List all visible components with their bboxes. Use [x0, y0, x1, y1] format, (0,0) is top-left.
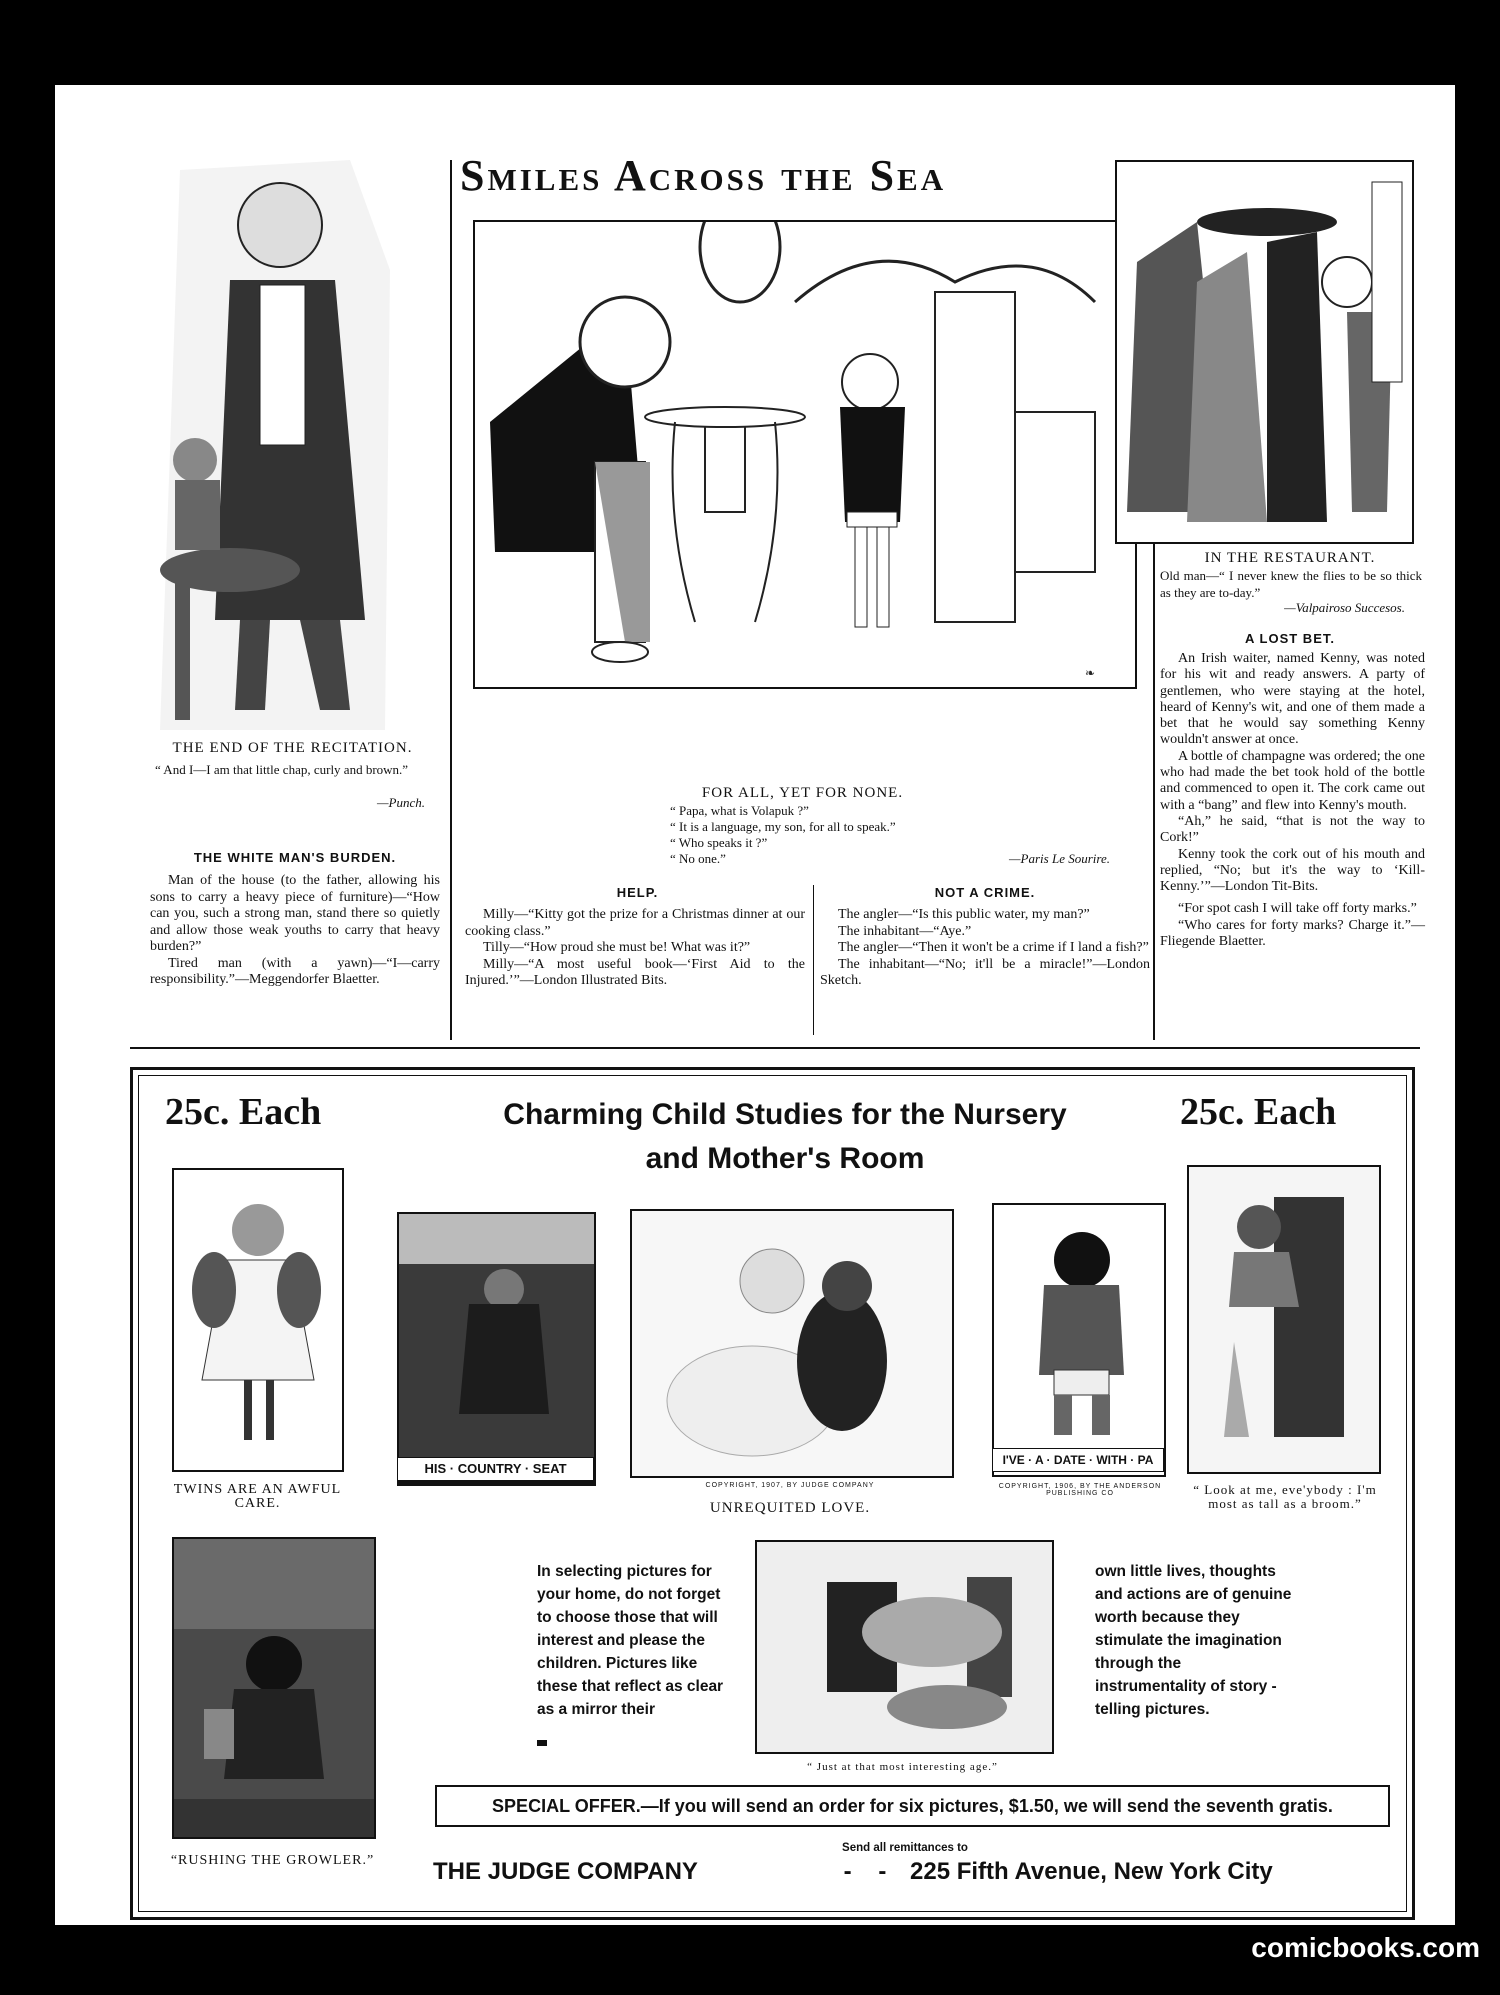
help-p3: Milly—“A most useful book—‘First Aid to the Injured.’”—London Illustrated Bits. [465, 956, 805, 988]
magazine-page [55, 85, 1455, 1925]
volapuk-cartoon [473, 220, 1137, 689]
company-name: THE JUDGE COMPANY [433, 1858, 698, 1885]
twins-caption: TWINS ARE AN AWFUL CARE. [173, 1482, 342, 1511]
lost-bet-article [1160, 651, 1425, 950]
volapuk-line-1: “ Papa, what is Volapuk ?” [670, 803, 809, 818]
lost-bet-p1: An Irish waiter, named Kenny, was noted for his wit and ready answers. A party of gentlemen, who were staying at the hotel, heard of Kenny's wit, and one of them made a bet that he would say something Kenny wouldn't answer at once. [1160, 651, 1425, 748]
white-mans-burden-article [150, 873, 440, 989]
page-title: Smiles Across the Sea [460, 151, 947, 200]
column-rule-center [813, 885, 814, 1035]
ad-body-right: own little lives, thoughts and actions are of genuine worth because they stimulate the imagination through the instrumentality of story - telling pictures. [1095, 1563, 1292, 1718]
lost-bet-p6: “Who cares for forty marks? Charge it.”—Fliegende Blaetter. [1160, 917, 1425, 950]
interesting-age-caption: “ Just at that most interesting age.” [807, 1761, 998, 1773]
svg-text:❧: ❧ [1085, 666, 1096, 680]
volapuk-caption: FOR ALL, YET FOR NONE. [701, 785, 904, 801]
white-mans-burden-p2: Tired man (with a yawn)—“I—carry responsibility.”—Meggendorfer Blaetter. [150, 955, 440, 987]
volapuk-line-4: “ No one.” [670, 851, 726, 866]
lost-bet-heading: A LOST BET. [1245, 631, 1335, 646]
white-mans-burden-heading: THE WHITE MAN'S BURDEN. [193, 850, 397, 865]
restaurant-caption: IN THE RESTAURANT. [1204, 550, 1376, 566]
country-seat-picture [397, 1212, 596, 1486]
date-with-pa-picture [992, 1203, 1166, 1477]
not-a-crime-p3: The angler—“Then it won't be a crime if I land a fish?” [838, 940, 1149, 955]
company-address: 225 Fifth Avenue, New York City [910, 1858, 1273, 1885]
help-article [465, 907, 805, 990]
ad-body-mark [537, 1740, 547, 1746]
recitation-quote: “ And I—I am that little chap, curly and brown.” [155, 762, 409, 777]
not-a-crime-heading: NOT A CRIME. [934, 885, 1036, 900]
address-dashes: - - [843, 1858, 887, 1885]
ad-headline-line-1: Charming Child Studies for the Nursery [503, 1098, 1067, 1131]
lost-bet-p4: Kenny took the cork out of his mouth and replied, “No; but it's the way to ‘Kill-Kenny.’”—London Tit-Bits. [1160, 846, 1425, 895]
help-heading: HELP. [616, 885, 659, 900]
interesting-age-picture [755, 1540, 1054, 1754]
growler-picture [172, 1537, 376, 1839]
watermark: comicbooks.com [1251, 1932, 1480, 1963]
twins-illustration [174, 1170, 342, 1470]
column-rule-left [450, 160, 452, 1040]
date-with-pa-label: I'VE · A · DATE · WITH · PA [992, 1448, 1164, 1472]
ad-body-left: In selecting pictures for your home, do not forget to choose those that will interest and please the children. Pictures like these that reflect as clear as a mirror their [537, 1563, 724, 1718]
growler-caption: “RUSHING THE GROWLER.” [170, 1853, 375, 1868]
white-mans-burden-p1: Man of the house (to the father, allowing his sons to carry a heavy piece of furniture)—“How can you, such a strong man, stand there so quietly and allow those weak youths to carry that heavy burden?” [150, 873, 440, 954]
lost-bet-p5: “For spot cash I will take off forty marks.” [1178, 901, 1417, 917]
price-right: 25c. Each [1180, 1091, 1337, 1133]
remittance-note: Send all remittances to [842, 1842, 968, 1854]
date-with-pa-illustration [994, 1205, 1164, 1475]
price-left: 25c. Each [165, 1091, 322, 1133]
help-p2: Tilly—“How proud she must be! What was it?” [483, 940, 751, 955]
broom-picture [1187, 1165, 1381, 1474]
twins-picture [172, 1168, 344, 1472]
volapuk-line-2: “ It is a language, my son, for all to speak.” [670, 819, 896, 834]
help-p1: Milly—“Kitty got the prize for a Christmas dinner at our cooking class.” [465, 907, 805, 939]
restaurant-quote: Old man—“ I never knew the flies to be so thick as they are to-day.” [1160, 568, 1422, 600]
lost-bet-p2: A bottle of champagne was ordered; the one who had made the bet took hold of the bottle and commenced to open it. The cork came out with a “bang” and flew into Kenny's mouth. [1160, 748, 1425, 813]
recitation-source: —Punch. [376, 795, 425, 810]
recitation-cartoon [150, 150, 395, 735]
not-a-crime-p1: The angler—“Is this public water, my man?” [838, 907, 1090, 922]
restaurant-cartoon [1115, 160, 1414, 544]
not-a-crime-article [820, 907, 1150, 990]
country-seat-illustration [399, 1214, 594, 1484]
volapuk-line-3: “ Who speaks it ?” [670, 835, 768, 850]
not-a-crime-p2: The inhabitant—“Aye.” [838, 923, 972, 939]
broom-illustration [1189, 1167, 1379, 1472]
recitation-illustration [150, 150, 395, 735]
unrequited-love-picture [630, 1209, 954, 1478]
restaurant-source: —Valpairoso Succesos. [1284, 600, 1405, 615]
broom-caption: “ Look at me, eve'ybody : I'm most as tall as a broom.” [1193, 1482, 1377, 1511]
unrequited-love-illustration [632, 1211, 952, 1476]
ad-separator [130, 1047, 1420, 1049]
growler-illustration [174, 1539, 374, 1837]
volapuk-source: —Paris Le Sourire. [1009, 851, 1110, 866]
ad-headline-line-2: and Mother's Room [645, 1142, 925, 1175]
special-offer-box: SPECIAL OFFER.—If you will send an order for six pictures, $1.50, we will send the seventh gratis. [435, 1785, 1390, 1827]
ad-headline [400, 1093, 1170, 1181]
volapuk-illustration [475, 222, 1135, 687]
not-a-crime-p4: The inhabitant—“No; it'll be a miracle!”—London Sketch. [820, 956, 1150, 988]
date-with-pa-copyright: COPYRIGHT, 1906, BY THE ANDERSON PUBLISHING CO [998, 1483, 1162, 1497]
unrequited-love-caption: UNREQUITED LOVE. [709, 1500, 871, 1516]
restaurant-illustration [1117, 162, 1412, 542]
country-seat-label: HIS · COUNTRY · SEAT [397, 1457, 594, 1481]
unrequited-love-copyright: COPYRIGHT, 1907, BY JUDGE COMPANY [705, 1482, 875, 1489]
lost-bet-p3: “Ah,” he said, “that is not the way to Cork!” [1160, 813, 1425, 846]
recitation-caption: THE END OF THE RECITATION. [172, 740, 413, 756]
interesting-age-illustration [757, 1542, 1052, 1752]
